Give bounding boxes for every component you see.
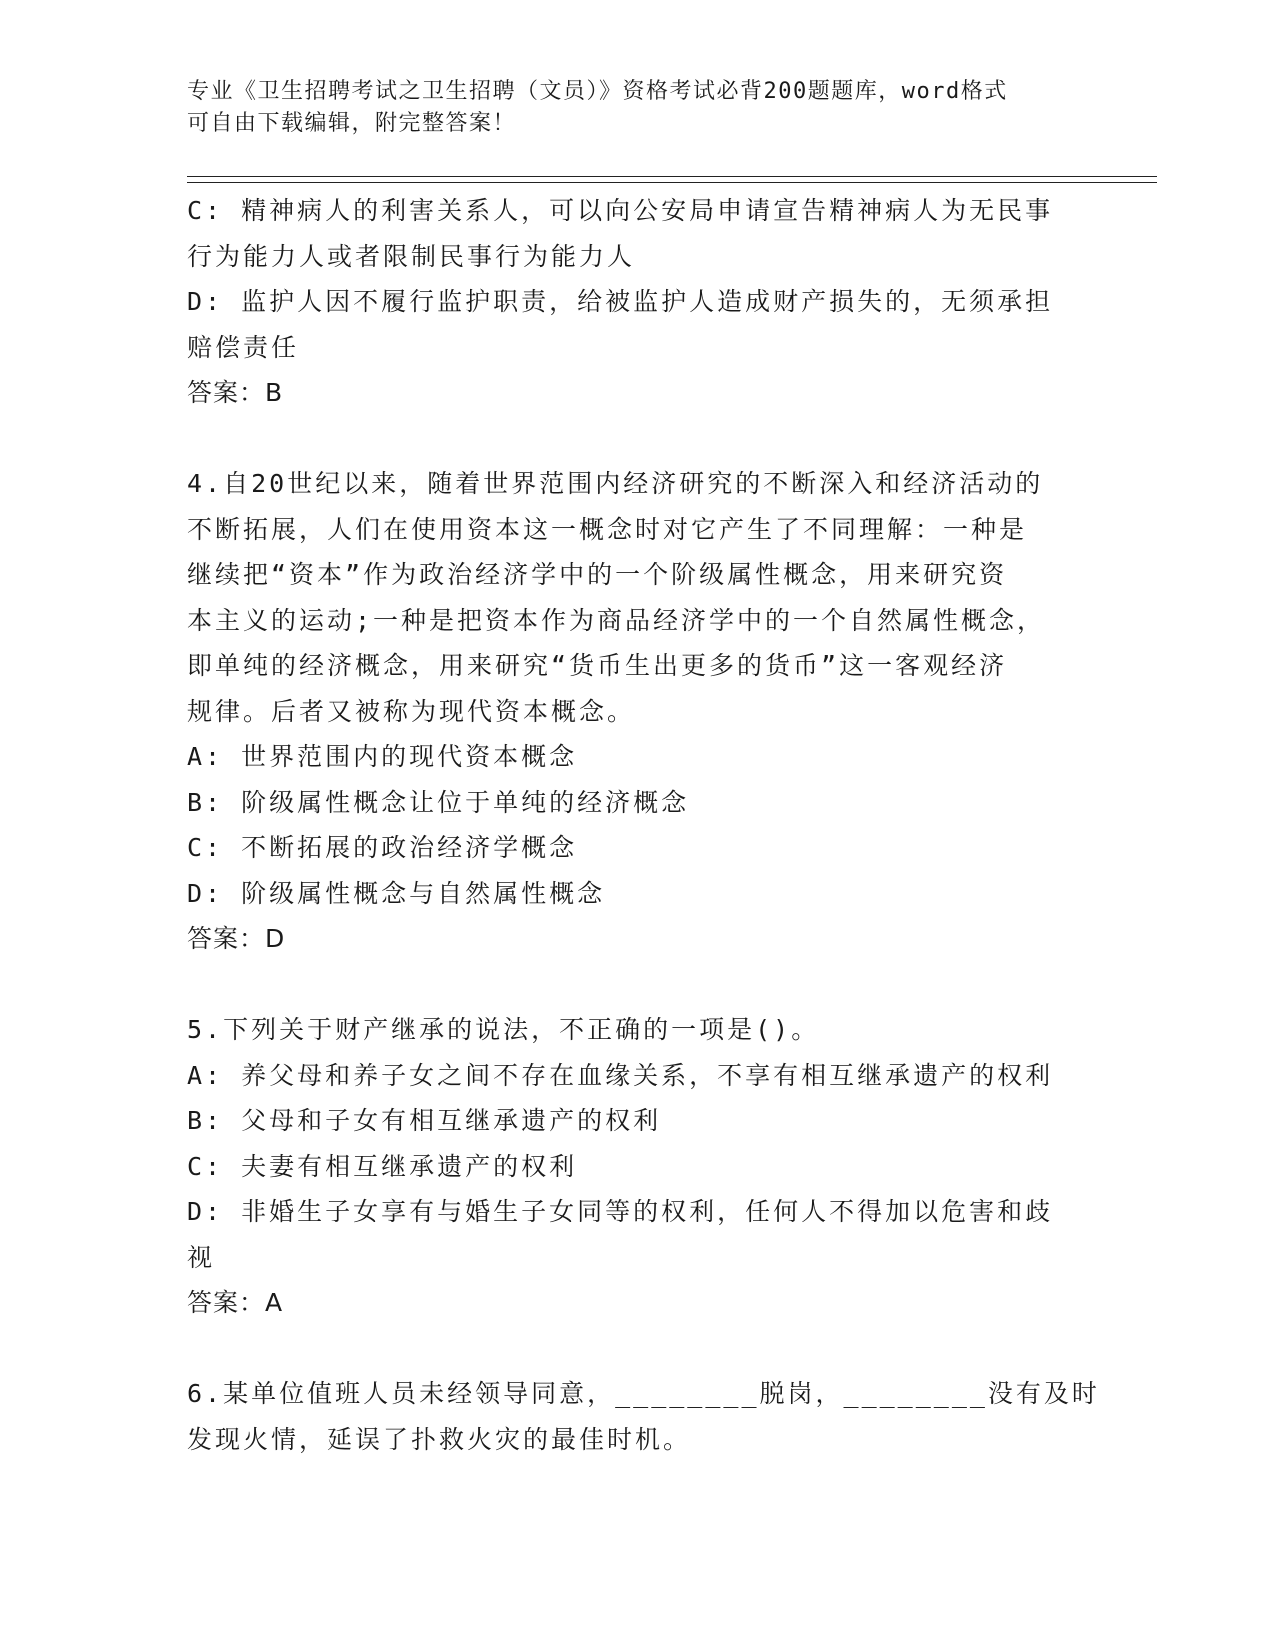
q4-stem-line-2: 不断拓展，人们在使用资本这一概念时对它产生了不同理解：一种是 bbox=[187, 514, 1028, 544]
q5-option-c: C: 夫妻有相互继承遗产的权利 bbox=[187, 1151, 578, 1181]
header-divider-top bbox=[187, 176, 1157, 177]
q3-option-d-line-2: 赔偿责任 bbox=[187, 332, 300, 362]
question-4 bbox=[187, 461, 1087, 962]
header-title-line-1: 专业《卫生招聘考试之卫生招聘（文员）》资格考试必背200题题库，word格式 bbox=[187, 79, 1008, 104]
q4-stem-line-5: 即单纯的经济概念，用来研究“货币生出更多的货币”这一客观经济 bbox=[187, 651, 1008, 680]
question-5 bbox=[187, 1007, 1087, 1326]
q4-option-b: B: 阶级属性概念让位于单纯的经济概念 bbox=[187, 787, 690, 817]
q5-option-b: B: 父母和子女有相互继承遗产的权利 bbox=[187, 1106, 662, 1135]
q4-option-a: A: 世界范围内的现代资本概念 bbox=[187, 742, 578, 771]
question-3 bbox=[187, 188, 1087, 416]
q5-option-d-line-1: D: 非婚生子女享有与婚生子女同等的权利，任何人不得加以危害和歧 bbox=[187, 1197, 1054, 1226]
q4-option-d: D: 阶级属性概念与自然属性概念 bbox=[187, 878, 606, 908]
q4-stem-line-3: 继续把“资本”作为政治经济学中的一个阶级属性概念，用来研究资 bbox=[187, 560, 1008, 589]
q3-option-c-line-1: C: 精神病人的利害关系人，可以向公安局申请宣告精神病人为无民事 bbox=[187, 196, 1054, 225]
q5-option-a: A: 养父母和养子女之间不存在血缘关系，不享有相互继承遗产的权利 bbox=[187, 1060, 1054, 1090]
q6-stem-line-1: 6.某单位值班人员未经领导同意，________脱岗，________没有及时 bbox=[187, 1379, 1100, 1408]
header-divider-bottom bbox=[187, 182, 1157, 183]
document-header bbox=[187, 76, 1087, 140]
document-body bbox=[187, 188, 1100, 1462]
q4-stem-line-1: 4.自20世纪以来，随着世界范围内经济研究的不断深入和经济活动的 bbox=[187, 469, 1044, 498]
q3-option-c-line-2: 行为能力人或者限制民事行为能力人 bbox=[187, 241, 636, 271]
spacer bbox=[187, 416, 1087, 462]
q3-option-d-line-1: D: 监护人因不履行监护职责，给被监护人造成财产损失的，无须承担 bbox=[187, 287, 1054, 316]
q6-stem-line-2: 发现火情，延误了扑救火灾的最佳时机。 bbox=[187, 1424, 692, 1454]
q5-option-d-line-2: 视 bbox=[187, 1242, 216, 1272]
q5-answer: 答案：A bbox=[187, 1288, 284, 1317]
spacer bbox=[187, 962, 1087, 1008]
q5-stem: 5.下列关于财产继承的说法，不正确的一项是()。 bbox=[187, 1015, 820, 1044]
q3-answer: 答案：B bbox=[187, 378, 284, 407]
spacer bbox=[187, 1326, 1087, 1372]
question-6 bbox=[187, 1371, 1100, 1462]
q4-answer: 答案：D bbox=[187, 924, 286, 953]
header-title-line-2: 可自由下载编辑，附完整答案！ bbox=[187, 111, 517, 136]
q4-stem-line-6: 规律。后者又被称为现代资本概念。 bbox=[187, 696, 636, 726]
q4-option-c: C: 不断拓展的政治经济学概念 bbox=[187, 833, 578, 862]
q4-stem-line-4: 本主义的运动;一种是把资本作为商品经济学中的一个自然属性概念， bbox=[187, 605, 1046, 635]
